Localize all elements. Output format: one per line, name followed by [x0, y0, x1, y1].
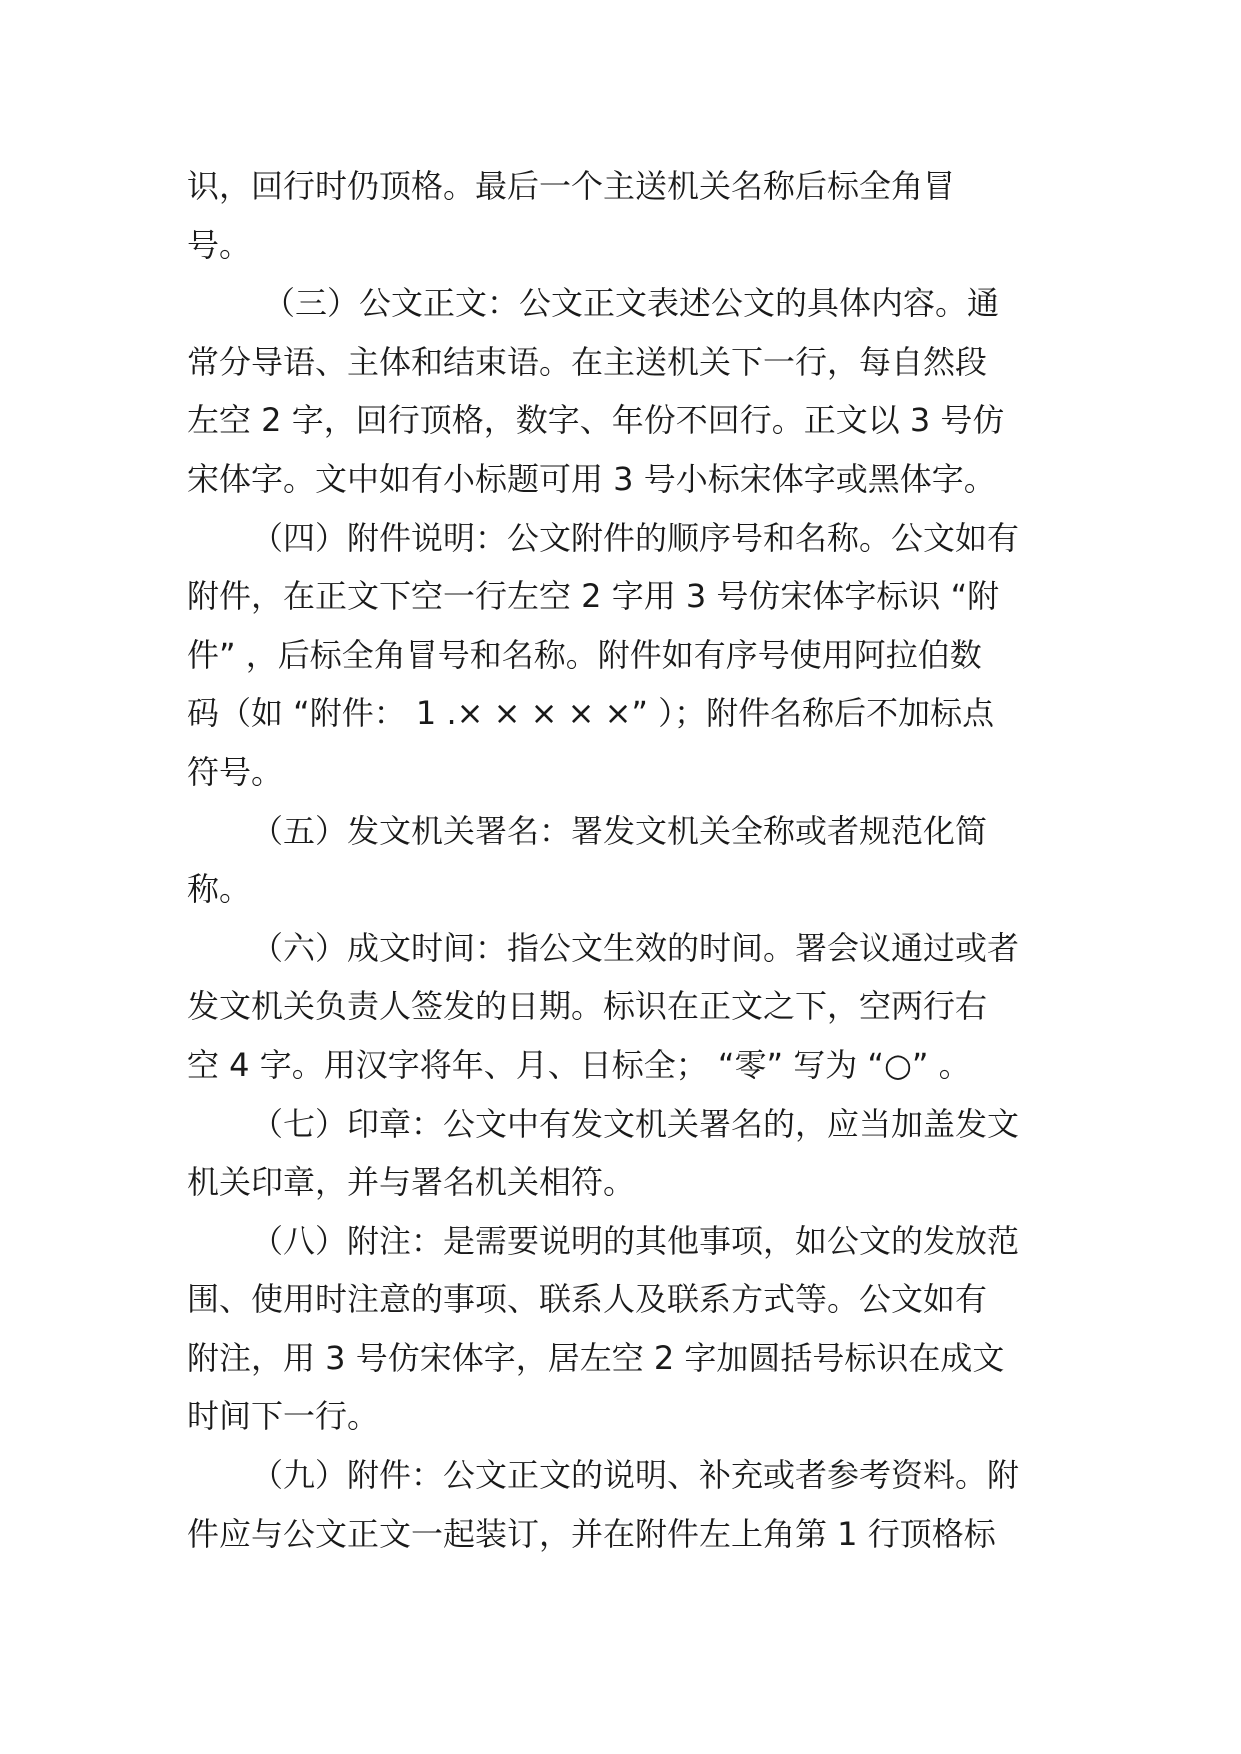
text-line: 左空 2 字，回行顶格，数字、年份不回行。正文以 3 号仿 [187, 401, 1005, 440]
text-line: 发文机关负责人签发的日期。标识在正文之下，空两行右 [187, 987, 988, 1026]
text-line: （九）附件：公文正文的说明、补充或者参考资料。附 [251, 1456, 1020, 1495]
text-line: 识，回行时仍顶格。最后一个主送机关名称后标全角冒 [187, 167, 956, 205]
text-line: 码（如 “附件： 1 .× × × × ×” ）；附件名称后不加标点 [187, 694, 995, 733]
text-line: 时间下一行。 [187, 1397, 380, 1436]
text-line: 宋体字。文中如有小标题可用 3 号小标宋体字或黑体字。 [187, 459, 996, 498]
paragraph-main-recipients-end [187, 157, 1037, 274]
paragraph-section-4-attachment-note [187, 509, 1037, 802]
text-line: （三）公文正文：公文正文表述公文的具体内容。通 [263, 284, 1000, 323]
paragraph-section-5-signature [187, 802, 1037, 919]
text-line: 围、使用时注意的事项、联系人及联系方式等。公文如有 [187, 1280, 988, 1319]
text-line: （八）附注：是需要说明的其他事项，如公文的发放范 [251, 1221, 1020, 1260]
text-line: 附注，用 3 号仿宋体字，居左空 2 字加圆括号标识在成文 [187, 1338, 1005, 1377]
paragraph-section-6-date [187, 919, 1037, 1095]
text-line: （七）印章：公文中有发文机关署名的，应当加盖发文 [251, 1104, 1020, 1143]
paragraph-section-7-seal [187, 1095, 1037, 1212]
text-line: 机关印章，并与署名机关相符。 [187, 1163, 636, 1202]
text-line: 附件，在正文下空一行左空 2 字用 3 号仿宋体字标识 “附 [187, 577, 1000, 616]
text-line: 空 4 字。用汉字将年、月、日标全； “零” 写为 “○” 。 [187, 1045, 971, 1084]
text-line: （四）附件说明：公文附件的顺序号和名称。公文如有 [251, 518, 1020, 557]
text-line: 称。 [187, 870, 252, 909]
paragraph-section-8-notes [187, 1212, 1037, 1446]
text-line: 常分导语、主体和结束语。在主送机关下一行，每自然段 [187, 342, 988, 381]
text-line: （五）发文机关署名：署发文机关全称或者规范化简 [251, 811, 988, 850]
text-line: 件” ，后标全角冒号和名称。附件如有序号使用阿拉伯数 [187, 635, 982, 674]
document-body [187, 157, 1037, 1563]
paragraph-section-3-body-text [187, 274, 1037, 508]
text-line: （六）成文时间：指公文生效的时间。署会议通过或者 [251, 928, 1020, 967]
text-line: 件应与公文正文一起装订，并在附件左上角第 1 行顶格标 [187, 1514, 996, 1553]
paragraph-section-9-attachments [187, 1446, 1037, 1563]
text-line: 号。 [187, 225, 252, 264]
text-line: 符号。 [187, 752, 284, 791]
